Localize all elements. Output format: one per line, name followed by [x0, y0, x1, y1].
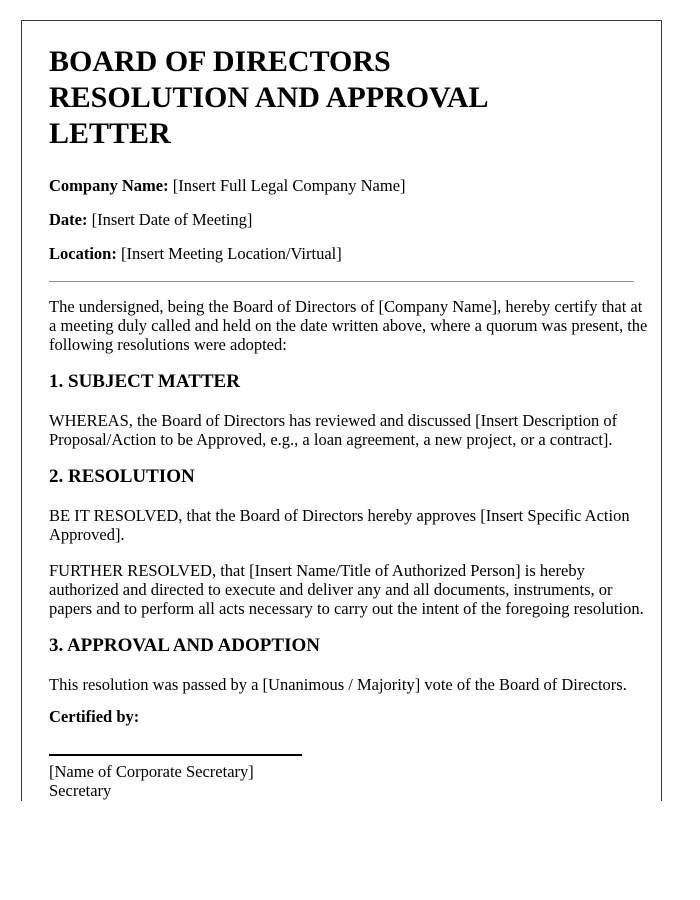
- meta-date-label: Date:: [49, 210, 88, 229]
- paragraph-line: FURTHER RESOLVED, that [Insert Name/Title of Authorized Person] is hereby: [49, 561, 585, 580]
- further-resolved-paragraph: [49, 561, 644, 618]
- vote-paragraph: [49, 675, 634, 694]
- meta-location-value: [Insert Meeting Location/Virtual]: [120, 244, 342, 263]
- paragraph-line: WHEREAS, the Board of Directors has reviewed and discussed [Insert Description of: [49, 411, 618, 430]
- section-divider: [49, 281, 634, 282]
- section-heading-subject-matter: 1. SUBJECT MATTER: [49, 371, 240, 392]
- paragraph-line: This resolution was passed by a [Unanimous / Majority] vote of the Board of Directors.: [49, 675, 627, 694]
- paragraph-line: papers and to perform all acts necessary to carry out the intent of the foregoing resolution.: [49, 599, 644, 618]
- signature-line: [49, 754, 302, 756]
- intro-paragraph: [49, 297, 648, 354]
- intro-line: The undersigned, being the Board of Directors of [Company Name], hereby certify that at: [49, 297, 643, 316]
- whereas-paragraph: [49, 411, 634, 449]
- meta-date-value: [Insert Date of Meeting]: [91, 210, 253, 229]
- paragraph-line: Approved].: [49, 525, 125, 544]
- meta-company-name-label: Company Name:: [49, 176, 169, 195]
- section-heading-approval-adoption: 3. APPROVAL AND ADOPTION: [49, 635, 320, 656]
- meta-company-name: [49, 176, 634, 195]
- signature-role: Secretary: [49, 781, 112, 800]
- signature-name: [Name of Corporate Secretary]: [49, 762, 254, 781]
- meta-date: [49, 210, 634, 229]
- meta-company-name-value: [Insert Full Legal Company Name]: [172, 176, 406, 195]
- section-heading-resolution: 2. RESOLUTION: [49, 466, 195, 487]
- signature-block: [49, 754, 634, 800]
- paragraph-line: BE IT RESOLVED, that the Board of Directors hereby approves [Insert Specific Action: [49, 506, 630, 525]
- intro-line: a meeting duly called and held on the date written above, where a quorum was present, the: [49, 316, 648, 335]
- meta-location: [49, 244, 634, 263]
- meta-location-label: Location:: [49, 244, 117, 263]
- certified-by-label: Certified by:: [49, 707, 140, 726]
- intro-line: following resolutions were adopted:: [49, 335, 287, 354]
- paragraph-line: Proposal/Action to be Approved, e.g., a loan agreement, a new project, or a contract].: [49, 430, 613, 449]
- be-it-resolved-paragraph: [49, 506, 634, 544]
- document-title: BOARD OF DIRECTORS RESOLUTION AND APPROVAL LETTER: [49, 45, 487, 150]
- document-page: [21, 20, 662, 801]
- paragraph-line: authorized and directed to execute and deliver any and all documents, instruments, or: [49, 580, 613, 599]
